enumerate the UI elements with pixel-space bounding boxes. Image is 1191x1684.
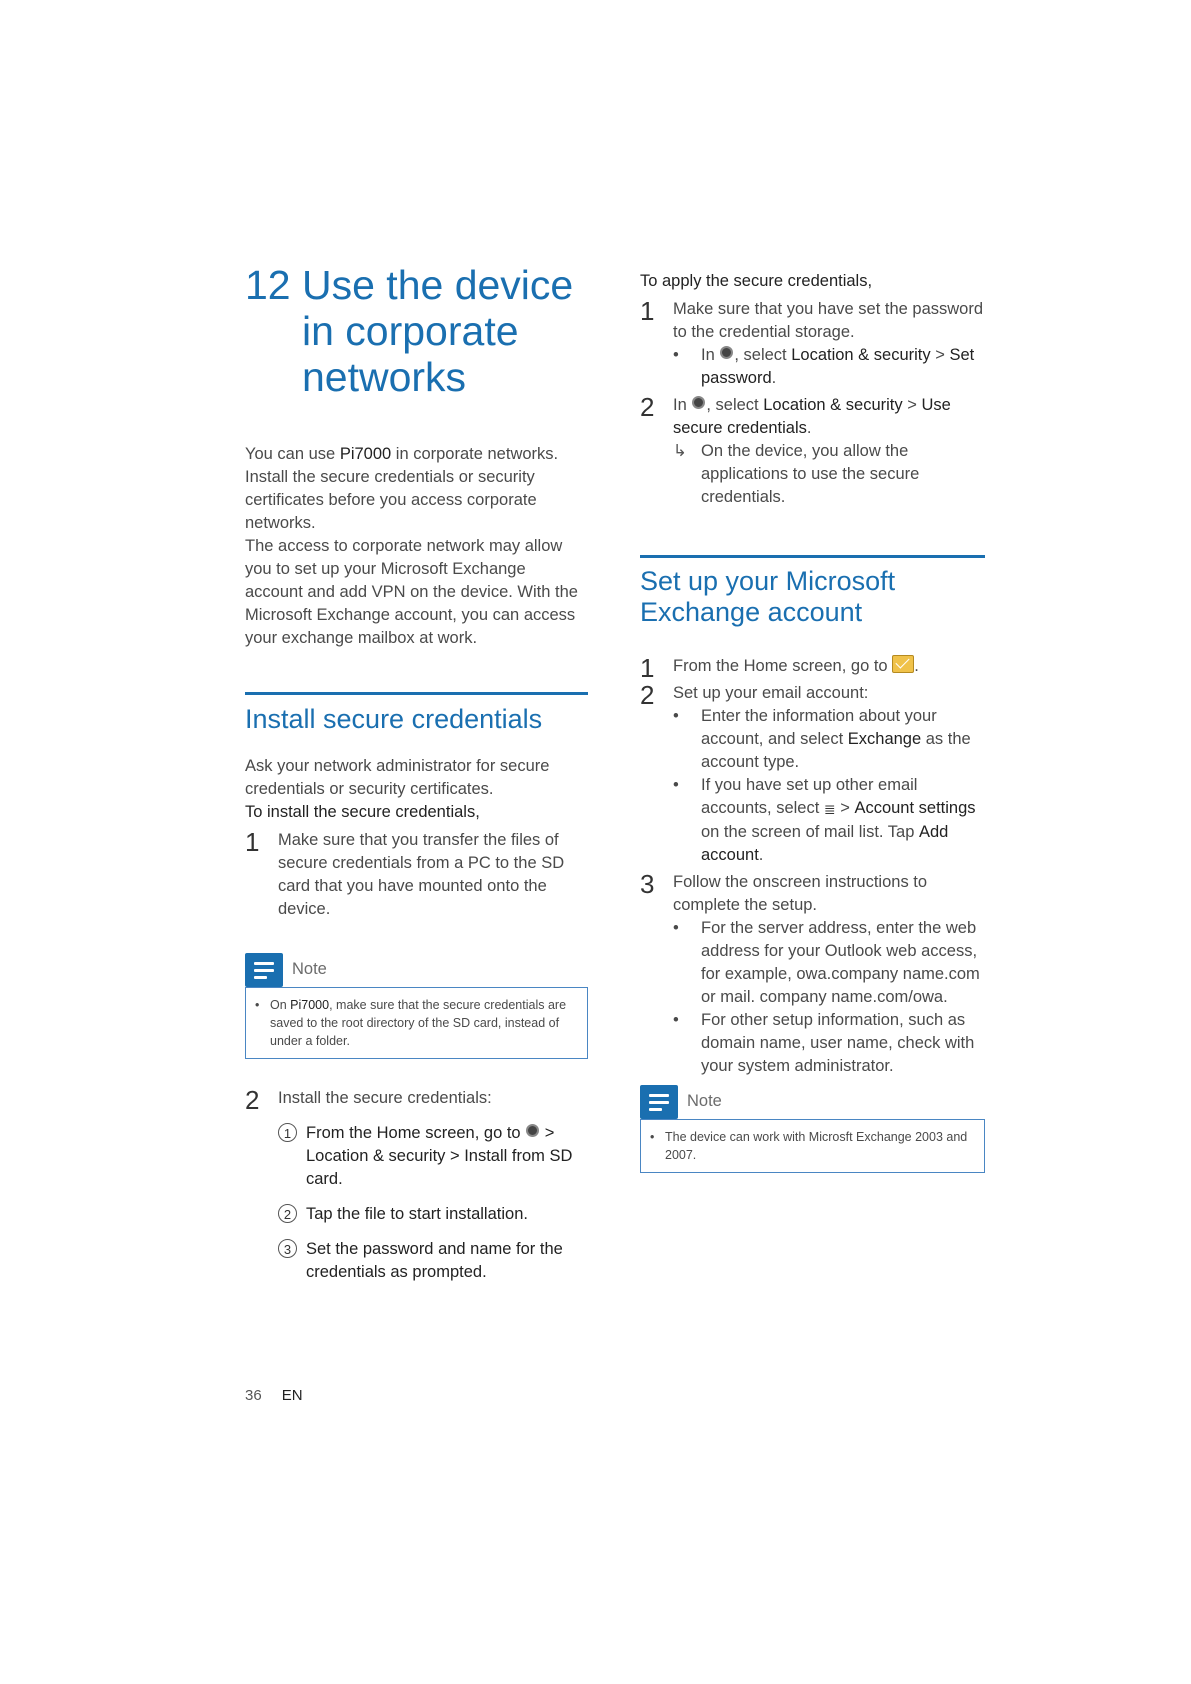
- install-lead: Ask your network administrator for secure credentials or security certificates.: [245, 757, 550, 798]
- b2-mid: on the screen of mail list. Tap: [701, 823, 919, 841]
- page-footer: [245, 1387, 323, 1404]
- b3-2-text: For other setup information, such as domain name, user name, check with your system administrator.: [701, 1011, 975, 1075]
- note-box: [245, 987, 588, 1059]
- bullet-pre: In: [701, 346, 720, 364]
- substep-3-text: Set the password and name for the credentials as prompted.: [306, 1240, 563, 1281]
- section-rule: [245, 692, 588, 695]
- b3-1-text: For the server address, enter the web address for your Outlook web access, for example, owa.company name.com or mail. company name.com/owa.: [701, 919, 980, 1006]
- b1-post: as the account type.: [701, 730, 971, 771]
- note-pre: On: [270, 998, 291, 1012]
- substep-number: 2: [278, 1204, 297, 1223]
- install-step-1: [245, 829, 588, 921]
- bullet-icon: •: [650, 1130, 655, 1144]
- bullet-icon: •: [673, 707, 679, 725]
- b2-pre: If you have set up other email accounts, select: [701, 776, 918, 817]
- step1-pre: From the Home screen, go to: [673, 657, 893, 675]
- bullet-bold-1: Location & security: [791, 346, 931, 364]
- apply-result: [673, 440, 985, 509]
- settings-icon: [692, 396, 705, 409]
- b1-bold: Exchange: [847, 730, 922, 748]
- step1-end: .: [914, 657, 919, 675]
- b2-bold-2: Add account: [701, 823, 949, 864]
- note-text: The device can work with Microsft Exchange 2003 and 2007.: [665, 1130, 968, 1162]
- b1-pre: Enter the information about your account, and select: [701, 707, 937, 748]
- substep-1-post: > Location & security > Install from SD card.: [306, 1124, 573, 1188]
- bullet-mid: , select: [734, 346, 792, 364]
- step2-bold-1: Location & security: [763, 396, 903, 414]
- substep-2-text: Tap the file to start installation.: [306, 1205, 528, 1223]
- settings-icon: [720, 346, 733, 359]
- note-box: [640, 1119, 985, 1173]
- substep-number: 3: [278, 1239, 297, 1258]
- exchange-step-2-bullet-2: [673, 774, 985, 867]
- bullet-icon: •: [673, 776, 679, 794]
- menu-icon: ≣: [823, 801, 836, 817]
- bullet-icon: •: [255, 998, 260, 1012]
- bullet-bold-2: Set password: [701, 346, 975, 387]
- exchange-step-3-bullet-1: [673, 917, 985, 1009]
- exchange-step-2: [640, 680, 985, 710]
- step2-mid: , select: [706, 396, 764, 414]
- install-step-1-text: Make sure that you transfer the files of secure credentials from a PC to the SD card that you have mounted onto the device.: [278, 831, 565, 918]
- apply-subhead: To apply the secure credentials,: [640, 272, 873, 290]
- result-arrow-icon: ↳: [673, 442, 687, 460]
- apply-block: [640, 270, 985, 509]
- section-rule: [640, 555, 985, 558]
- intro-text: [245, 443, 588, 650]
- apply-step-1-bullet: [673, 344, 985, 390]
- step-number: 1: [245, 827, 260, 857]
- exchange-note: [640, 1085, 985, 1173]
- exchange-step-1-text: [673, 655, 985, 678]
- note-label: Note: [292, 960, 327, 978]
- install-subhead: To install the secure credentials,: [245, 803, 480, 821]
- intro-p1-post: in corporate networks. Install the secure credentials or security certificates before you access corporate networks.: [245, 445, 559, 532]
- install-note: [245, 953, 588, 1059]
- exchange-section: [640, 555, 985, 628]
- chapter-number: 12: [245, 262, 291, 308]
- b2-end: .: [758, 846, 764, 864]
- intro-paragraph-1: [245, 443, 588, 535]
- step-number: 1: [640, 653, 655, 683]
- bullet-icon: •: [673, 919, 679, 937]
- language-code: EN: [281, 1387, 303, 1404]
- note-icon: [640, 1085, 678, 1119]
- install-step-2-text: Install the secure credentials:: [278, 1089, 492, 1107]
- install-body: [245, 755, 588, 921]
- page-number: 36: [245, 1387, 262, 1404]
- exchange-section-title: Set up your Microsoft Exchange account: [640, 566, 896, 627]
- install-section-title: Install secure credentials: [245, 704, 543, 734]
- install-section: [245, 692, 588, 735]
- bullet-icon: •: [673, 346, 679, 364]
- apply-step-2-text: [673, 394, 985, 440]
- substep-number: 1: [278, 1123, 297, 1142]
- chapter-title: Use the device in corporate networks: [302, 262, 574, 400]
- intro-paragraph-2: The access to corporate network may allow you to set up your Microsoft Exchange account and add VPN on the device. With the Microsoft Exchange account, you can access your exchange mailbox at work.: [245, 537, 578, 647]
- substep-1: [278, 1122, 588, 1191]
- exchange-step-2-text: Set up your email account:: [673, 684, 869, 702]
- note-header: [245, 953, 588, 987]
- note-product: Pi7000: [290, 998, 330, 1012]
- apply-step-1: [640, 298, 985, 344]
- step-number: 3: [640, 869, 655, 899]
- step-number: 2: [640, 392, 655, 422]
- note-header: [640, 1085, 985, 1119]
- apply-step-2: [640, 394, 985, 440]
- step-number: 2: [245, 1085, 260, 1115]
- step2-bold-2: Use secure credentials: [673, 396, 951, 437]
- exchange-step-3-text: Follow the onscreen instructions to complete the setup.: [673, 873, 928, 914]
- email-app-icon: [892, 655, 914, 673]
- intro-p1-pre: You can use: [245, 445, 340, 463]
- apply-result-text: On the device, you allow the applications to use the secure credentials.: [701, 442, 920, 506]
- apply-step-1-text: Make sure that you have set the password to the credential storage.: [673, 300, 984, 341]
- step-number: 2: [640, 680, 655, 710]
- exchange-step-3-bullet-2: [673, 1009, 985, 1078]
- b2-bold-1: Account settings: [854, 799, 976, 817]
- exchange-body: [640, 655, 985, 1078]
- settings-icon: [526, 1124, 539, 1137]
- bullet-icon: •: [673, 1011, 679, 1029]
- bullet-end: .: [771, 369, 777, 387]
- step-number: 1: [640, 296, 655, 326]
- note-icon: [245, 953, 283, 987]
- install-step-2: [245, 1085, 588, 1115]
- step2-gt: >: [902, 396, 922, 414]
- step2-pre: In: [673, 396, 692, 414]
- install-step-2-block: [245, 1087, 588, 1284]
- exchange-step-2-bullet-1: [673, 705, 985, 774]
- note-label: Note: [687, 1092, 722, 1110]
- exchange-step-3: [640, 871, 985, 917]
- substep-3: [278, 1238, 588, 1284]
- b2-gt: >: [835, 799, 855, 817]
- exchange-step-1: [640, 653, 985, 683]
- substep-2: [278, 1203, 588, 1226]
- note-post: , make sure that the secure credentials are saved to the root directory of the SD card, instead of under a folder.: [270, 998, 567, 1048]
- step2-end: .: [806, 419, 812, 437]
- product-name: Pi7000: [339, 445, 392, 463]
- substep-1-pre: From the Home screen, go to: [306, 1124, 526, 1142]
- bullet-gt: >: [930, 346, 950, 364]
